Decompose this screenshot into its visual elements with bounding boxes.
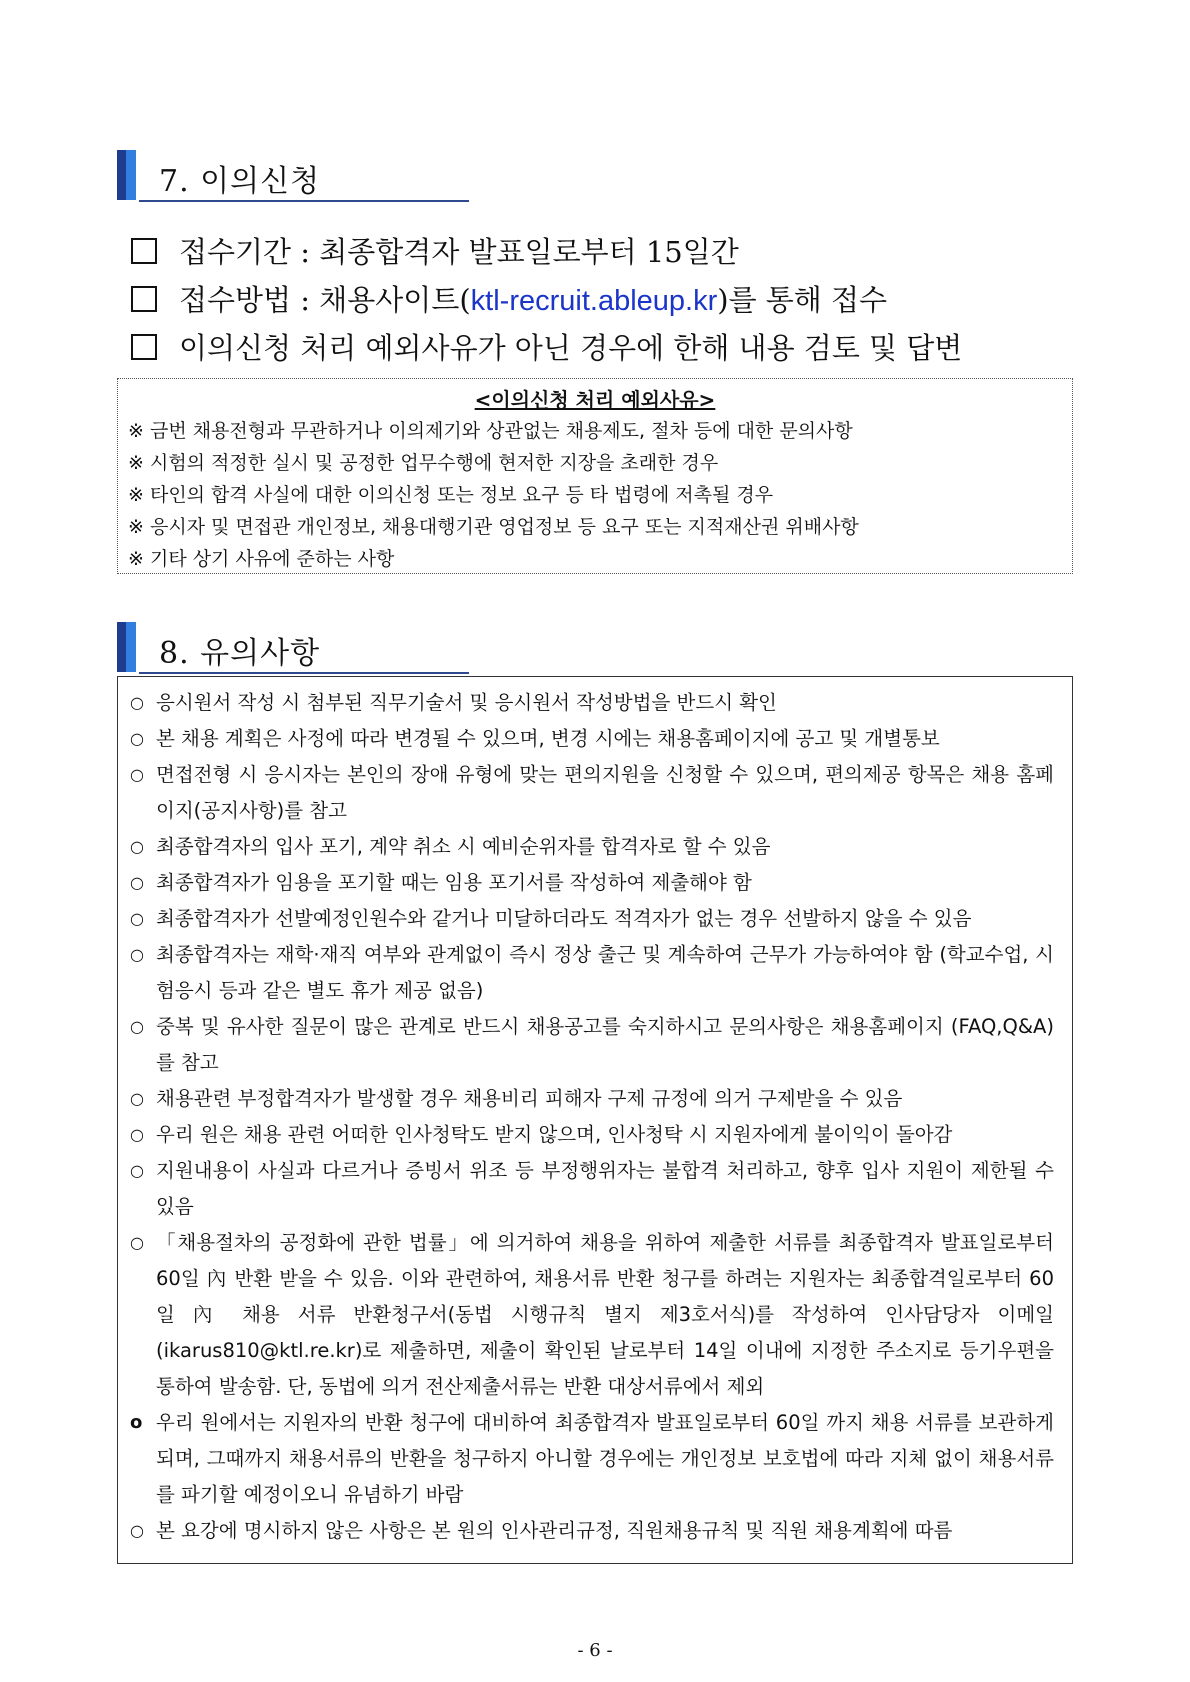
exception-item: ※ 응시자 및 면접관 개인정보, 채용대행기관 영업정보 등 요구 또는 지적재산권 위배사항 bbox=[128, 516, 859, 538]
notice-text: 지원내용이 사실과 다르거나 증빙서 위조 등 부정행위자는 불합격 처리하고, 향후 입사 지원이 제한될 수 있음 bbox=[156, 1159, 1054, 1218]
section-7-header bbox=[117, 150, 469, 234]
notice-item bbox=[130, 1225, 1054, 1405]
circle-bullet-icon: ○ bbox=[130, 1521, 144, 1540]
notice-text: 최종합격자가 선발예정인원수와 같거나 미달하더라도 적격자가 없는 경우 선발하지 않을 수 있음 bbox=[156, 907, 972, 930]
notice-item bbox=[130, 829, 1054, 865]
notice-text: 「채용절차의 공정화에 관한 법률」에 의거하여 채용을 위하여 제출한 서류를 최종합격자 발표일로부터 60일 內 반환 받을 수 있음. 이와 관련하여, 채용서류 반환 청구를 하려는 지원자는 최종합격일로부터 60일 內 채용 서류 반환청구서(동법 시행규칙 별지 제3호서식)를 작성하여 인사담당자 이메일(ikarus810@ktl.re.kr)로 제출하면, 제출이 확인된 날로부터 14일 이내에 지정한 주소지로 등기우편을 통하여 발송함. 단, 동법에 의거 전산제출서류는 반환 대상서류에서 제외 bbox=[156, 1231, 1054, 1398]
notice-item bbox=[130, 937, 1054, 1009]
notice-item bbox=[130, 757, 1054, 829]
notice-text: 우리 원에서는 지원자의 반환 청구에 대비하여 최종합격자 발표일로부터 60일 까지 채용 서류를 보관하게 되며, 그때까지 채용서류의 반환을 청구하지 아니할 경우에는 개인정보 보호법에 따라 지체 없이 채용서류를 파기할 예정이오니 유념하기 바람 bbox=[156, 1411, 1054, 1506]
notice-text: 면접전형 시 응시자는 본인의 장애 유형에 맞는 편의지원을 신청할 수 있으며, 편의제공 항목은 채용 홈페이지(공지사항)를 참고 bbox=[156, 763, 1054, 822]
page-number: - 6 - bbox=[577, 1640, 613, 1661]
bullet-text-post: )를 통해 접수 bbox=[717, 283, 888, 317]
circle-bullet-icon: ○ bbox=[130, 1125, 144, 1144]
exceptions-box bbox=[117, 378, 1073, 574]
notice-item bbox=[130, 1513, 1054, 1549]
notice-text: 최종합격자는 재학·재직 여부와 관계없이 즉시 정상 출근 및 계속하여 근무가 가능하여야 함 (학교수업, 시험응시 등과 같은 별도 휴가 제공 없음) bbox=[156, 943, 1054, 1002]
heading-accent-bar-light bbox=[126, 622, 136, 672]
circle-bullet-icon: ○ bbox=[130, 1017, 144, 1036]
circle-bullet-icon: o bbox=[130, 1412, 143, 1433]
checkbox-square-icon bbox=[131, 238, 157, 264]
notice-text: 최종합격자가 임용을 포기할 때는 임용 포기서를 작성하여 제출해야 함 bbox=[156, 871, 752, 894]
circle-bullet-icon: ○ bbox=[130, 765, 144, 784]
notice-text: 최종합격자의 입사 포기, 계약 취소 시 예비순위자를 합격자로 할 수 있음 bbox=[156, 835, 771, 858]
exception-item: ※ 기타 상기 사유에 준하는 사항 bbox=[128, 548, 395, 570]
circle-bullet-icon: ○ bbox=[130, 873, 144, 892]
notice-item bbox=[130, 865, 1054, 901]
heading-underline bbox=[139, 200, 469, 202]
recruit-site-link[interactable]: ktl-recruit.ableup.kr bbox=[470, 285, 718, 317]
section-7-bullets bbox=[131, 228, 1091, 372]
bullet-text: 접수기간 : 최종합격자 발표일로부터 15일간 bbox=[179, 235, 739, 269]
heading-accent-bar bbox=[117, 622, 126, 672]
notice-item bbox=[130, 1081, 1054, 1117]
bullet-text-pre: 접수방법 : 채용사이트( bbox=[179, 283, 471, 317]
exceptions-title: <이의신청 처리 예외사유> bbox=[474, 388, 716, 412]
section-7-title: 7. 이의신청 bbox=[159, 164, 321, 199]
exception-item: ※ 타인의 합격 사실에 대한 이의신청 또는 정보 요구 등 타 법령에 저촉될 경우 bbox=[128, 484, 774, 506]
circle-bullet-icon: ○ bbox=[130, 1233, 144, 1252]
notice-item bbox=[130, 1405, 1054, 1513]
circle-bullet-icon: ○ bbox=[130, 1089, 144, 1108]
notice-item bbox=[130, 1009, 1054, 1081]
notice-item bbox=[130, 721, 1054, 757]
heading-underline bbox=[139, 672, 469, 674]
notice-text: 채용관련 부정합격자가 발생할 경우 채용비리 피해자 구제 규정에 의거 구제받을 수 있음 bbox=[156, 1087, 903, 1110]
notice-text: 응시원서 작성 시 첨부된 직무기술서 및 응시원서 작성방법을 반드시 확인 bbox=[156, 691, 777, 714]
exception-item: ※ 시험의 적정한 실시 및 공정한 업무수행에 현저한 지장을 초래한 경우 bbox=[128, 452, 719, 474]
notice-item bbox=[130, 1153, 1054, 1225]
notice-item bbox=[130, 1117, 1054, 1153]
bullet-review-answer bbox=[131, 324, 1091, 372]
checkbox-square-icon bbox=[131, 334, 157, 360]
exception-item: ※ 금번 채용전형과 무관하거나 이의제기와 상관없는 채용제도, 절차 등에 대한 문의사항 bbox=[128, 420, 853, 442]
circle-bullet-icon: ○ bbox=[130, 1161, 144, 1180]
heading-accent-bar bbox=[117, 150, 126, 200]
notice-item bbox=[130, 685, 1054, 721]
circle-bullet-icon: ○ bbox=[130, 909, 144, 928]
notice-text: 본 채용 계획은 사정에 따라 변경될 수 있으며, 변경 시에는 채용홈페이지에 공고 및 개별통보 bbox=[156, 727, 940, 750]
circle-bullet-icon: ○ bbox=[130, 837, 144, 856]
heading-accent-bar-light bbox=[126, 150, 136, 200]
checkbox-square-icon bbox=[131, 286, 157, 312]
circle-bullet-icon: ○ bbox=[130, 729, 144, 748]
notice-item bbox=[130, 901, 1054, 937]
section-8-title: 8. 유의사항 bbox=[159, 636, 321, 671]
notice-text: 본 요강에 명시하지 않은 사항은 본 원의 인사관리규정, 직원채용규칙 및 직원 채용계획에 따름 bbox=[156, 1519, 953, 1542]
circle-bullet-icon: ○ bbox=[130, 945, 144, 964]
circle-bullet-icon: ○ bbox=[130, 693, 144, 712]
bullet-text: 이의신청 처리 예외사유가 아닌 경우에 한해 내용 검토 및 답변 bbox=[179, 331, 963, 365]
bullet-reception-period bbox=[131, 228, 1091, 276]
notice-text: 우리 원은 채용 관련 어떠한 인사청탁도 받지 않으며, 인사청탁 시 지원자에게 불이익이 돌아감 bbox=[156, 1123, 953, 1146]
notice-box bbox=[117, 676, 1073, 1564]
bullet-reception-method bbox=[131, 276, 1091, 324]
notice-text: 중복 및 유사한 질문이 많은 관계로 반드시 채용공고를 숙지하시고 문의사항은 채용홈페이지 (FAQ,Q&A)를 참고 bbox=[156, 1015, 1054, 1074]
